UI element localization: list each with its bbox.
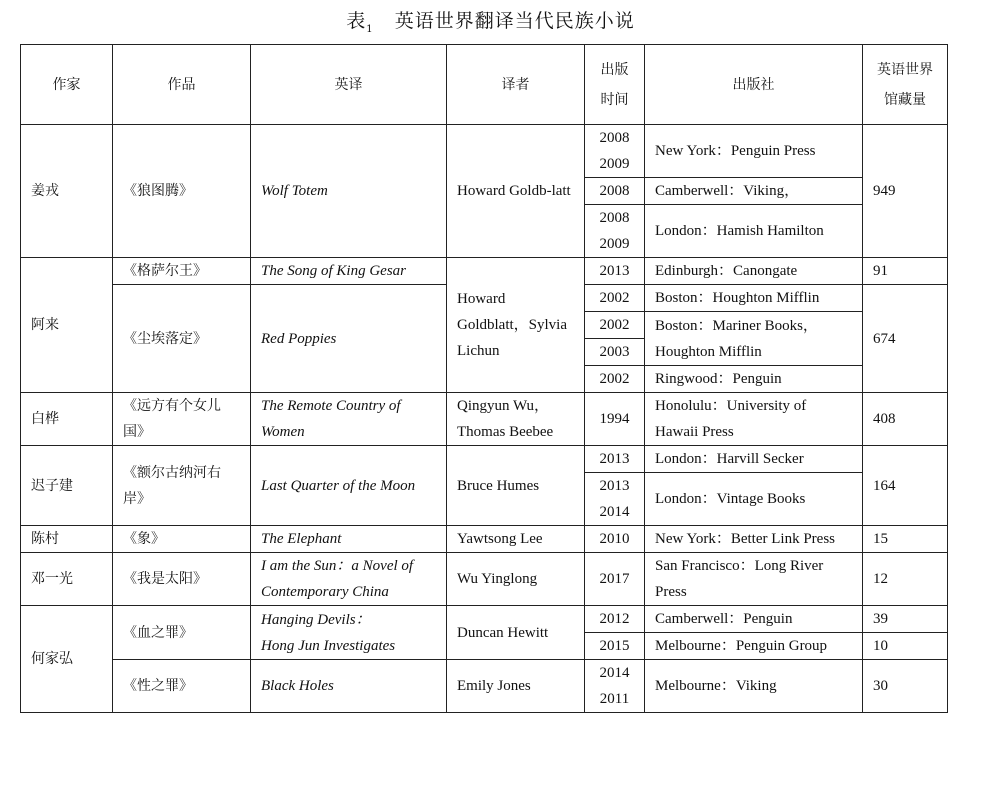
year-cell: 2015 xyxy=(585,633,645,660)
year-cell: 2002 xyxy=(585,312,645,339)
year-cell: 2008 xyxy=(585,178,645,205)
table-row xyxy=(21,660,948,713)
year-value: 2014 xyxy=(599,665,630,681)
author-cell: 邓一光 xyxy=(21,553,113,606)
header-holdings-line2: 馆藏量 xyxy=(884,91,926,108)
year-cell: 2010 xyxy=(585,526,645,553)
year-cell xyxy=(585,125,645,178)
work-cell: 《性之罪》 xyxy=(113,660,251,713)
english-title-cell: Last Quarter of the Moon xyxy=(251,446,447,526)
holdings-cell: 91 xyxy=(863,258,948,285)
publisher-cell: Melbourne：Viking xyxy=(645,660,863,713)
year-value: 2013 xyxy=(599,478,630,494)
english-title-line: Hong Jun Investigates xyxy=(261,637,396,654)
translator-cell: Bruce Humes xyxy=(447,446,585,526)
publisher-line: Houghton Mifflin xyxy=(655,343,762,360)
english-title-cell: Red Poppies xyxy=(251,285,447,393)
table-row xyxy=(21,446,948,473)
publisher-cell: Boston：Houghton Mifflin xyxy=(645,285,863,312)
table-row xyxy=(21,393,948,446)
translator-cell: Duncan Hewitt xyxy=(447,606,585,660)
table-row xyxy=(21,526,948,553)
header-holdings-line1: 英语世界 xyxy=(877,61,933,78)
table-title xyxy=(0,6,981,35)
header-author: 作家 xyxy=(21,45,113,125)
table-row xyxy=(21,606,948,633)
title-number: 1 xyxy=(366,23,374,35)
publisher-cell: Ringwood：Penguin xyxy=(645,366,863,393)
english-title-cell: The Elephant xyxy=(251,526,447,553)
translator-cell: Emily Jones xyxy=(447,660,585,713)
english-title-cell: I am the Sun：a Novel of Contemporary China xyxy=(251,553,447,606)
publisher-cell: Camberwell：Penguin xyxy=(645,606,863,633)
author-cell: 迟子建 xyxy=(21,446,113,526)
publisher-cell: Edinburgh：Canongate xyxy=(645,258,863,285)
author-cell: 白桦 xyxy=(21,393,113,446)
work-cell: 《狼图腾》 xyxy=(113,125,251,258)
publisher-cell: Melbourne：Penguin Group xyxy=(645,633,863,660)
title-prefix: 表 xyxy=(346,10,367,32)
year-value: 2009 xyxy=(599,156,630,172)
publisher-cell: San Francisco：Long River Press xyxy=(645,553,863,606)
header-year xyxy=(585,45,645,125)
publisher-cell xyxy=(645,312,863,366)
work-cell: 《额尔古纳河右岸》 xyxy=(113,446,251,526)
english-title-cell: Black Holes xyxy=(251,660,447,713)
translation-table xyxy=(20,44,948,713)
header-work: 作品 xyxy=(113,45,251,125)
table-row xyxy=(21,125,948,178)
work-cell: 《象》 xyxy=(113,526,251,553)
holdings-cell: 15 xyxy=(863,526,948,553)
year-cell: 2013 xyxy=(585,258,645,285)
publisher-cell: London：Vintage Books xyxy=(645,473,863,526)
publisher-line: Boston：Mariner Books， xyxy=(655,317,818,334)
year-cell xyxy=(585,473,645,526)
publisher-cell: New York：Penguin Press xyxy=(645,125,863,178)
header-year-line1: 出版 xyxy=(600,61,629,78)
english-title-cell: The Remote Country of Women xyxy=(251,393,447,446)
translator-cell: Yawtsong Lee xyxy=(447,526,585,553)
header-publisher: 出版社 xyxy=(645,45,863,125)
translator-cell: Howard Goldblatt，Sylvia Lichun xyxy=(447,258,585,393)
translator-cell: Howard Goldb-latt xyxy=(447,125,585,258)
year-cell xyxy=(585,205,645,258)
publisher-cell: London：Harvill Secker xyxy=(645,446,863,473)
work-cell: 《我是太阳》 xyxy=(113,553,251,606)
author-cell: 姜戎 xyxy=(21,125,113,258)
year-cell: 2013 xyxy=(585,446,645,473)
table-row xyxy=(21,258,948,285)
table-row xyxy=(21,553,948,606)
english-title-cell: The Song of King Gesar xyxy=(251,258,447,285)
year-value: 2011 xyxy=(599,691,630,707)
header-holdings xyxy=(863,45,948,125)
title-text: 英语世界翻译当代民族小说 xyxy=(394,10,635,32)
holdings-cell: 949 xyxy=(863,125,948,258)
work-cell: 《格萨尔王》 xyxy=(113,258,251,285)
holdings-cell: 164 xyxy=(863,446,948,526)
year-cell: 2003 xyxy=(585,339,645,366)
work-cell: 《血之罪》 xyxy=(113,606,251,660)
holdings-cell: 12 xyxy=(863,553,948,606)
year-value: 2008 xyxy=(599,130,630,146)
holdings-cell: 39 xyxy=(863,606,948,633)
header-english: 英译 xyxy=(251,45,447,125)
year-cell: 2002 xyxy=(585,366,645,393)
publisher-cell: Camberwell：Viking， xyxy=(645,178,863,205)
holdings-cell: 10 xyxy=(863,633,948,660)
header-translator: 译者 xyxy=(447,45,585,125)
work-cell: 《远方有个女儿国》 xyxy=(113,393,251,446)
year-value: 2014 xyxy=(599,504,630,520)
year-cell: 2012 xyxy=(585,606,645,633)
year-value: 2008 xyxy=(599,210,630,226)
english-title-cell xyxy=(251,606,447,660)
publisher-cell: New York：Better Link Press xyxy=(645,526,863,553)
english-title-cell: Wolf Totem xyxy=(251,125,447,258)
header-row xyxy=(21,45,948,125)
work-cell: 《尘埃落定》 xyxy=(113,285,251,393)
author-cell: 阿来 xyxy=(21,258,113,393)
author-cell: 何家弘 xyxy=(21,606,113,713)
year-cell: 2002 xyxy=(585,285,645,312)
year-cell xyxy=(585,660,645,713)
author-cell: 陈村 xyxy=(21,526,113,553)
translator-cell: Wu Yinglong xyxy=(447,553,585,606)
year-cell: 1994 xyxy=(585,393,645,446)
holdings-cell: 674 xyxy=(863,285,948,393)
holdings-cell: 408 xyxy=(863,393,948,446)
year-cell: 2017 xyxy=(585,553,645,606)
holdings-cell: 30 xyxy=(863,660,948,713)
translator-cell: Qingyun Wu，Thomas Beebee xyxy=(447,393,585,446)
year-value: 2009 xyxy=(599,236,630,252)
publisher-cell: Honolulu：University of Hawaii Press xyxy=(645,393,863,446)
english-title-line: Hanging Devils： xyxy=(261,611,371,628)
publisher-cell: London：Hamish Hamilton xyxy=(645,205,863,258)
header-year-line2: 时间 xyxy=(600,91,629,108)
